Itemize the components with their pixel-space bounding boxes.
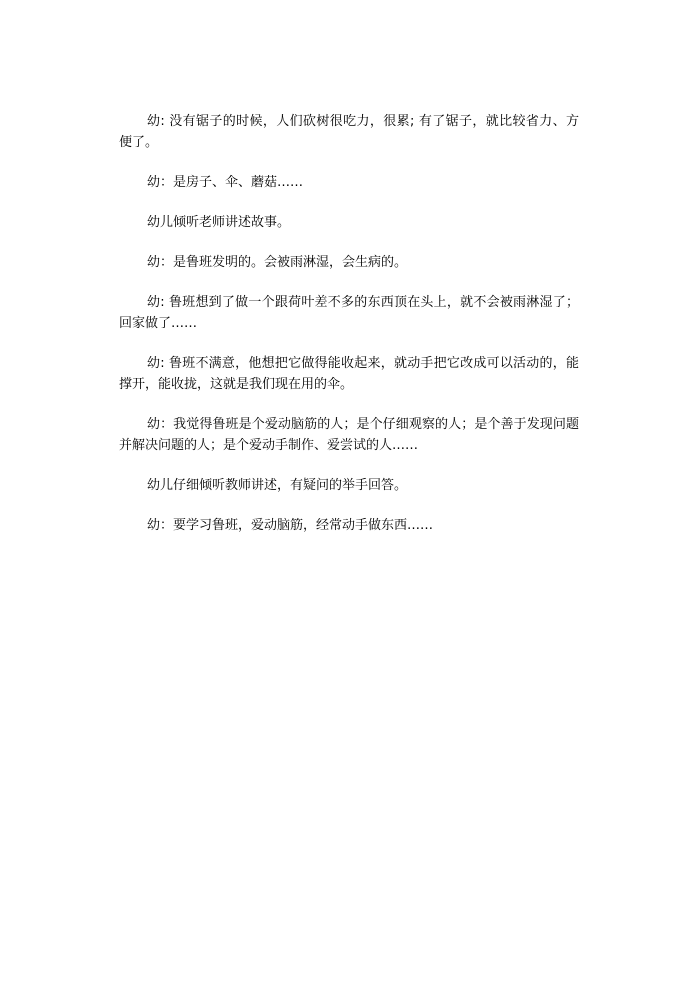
paragraph-1: 幼: 没有锯子的时候，人们砍树很吃力，很累; 有了锯子，就比较省力、方便了。 (119, 114, 579, 150)
paragraph-4: 幼：是鲁班发明的。会被雨淋湿，会生病的。 (147, 255, 408, 270)
paragraph-5: 幼: 鲁班想到了做一个跟荷叶差不多的东西顶在头上，就不会被雨淋湿了；回家做了…… (119, 295, 579, 331)
paragraph-8: 幼儿仔细倾听教师讲述，有疑问的举手回答。 (147, 478, 408, 493)
paragraph-6: 幼: 鲁班不满意，他想把它做得能收起来，就动手把它改成可以活动的，能撑开，能收拢，这就是我们现在用的伞。 (119, 356, 579, 392)
paragraph-9: 幼：要学习鲁班，爱动脑筋，经常动手做东西…… (147, 518, 434, 533)
paragraph-7: 幼：我觉得鲁班是个爱动脑筋的人；是个仔细观察的人；是个善于发现问题并解决问题的人；是个爱动手制作、爱尝试的人…… (119, 417, 579, 453)
document-body (119, 111, 579, 555)
paragraph-3: 幼儿倾听老师讲述故事。 (147, 215, 291, 230)
paragraph-2: 幼：是房子、伞、蘑菇…… (147, 175, 304, 190)
